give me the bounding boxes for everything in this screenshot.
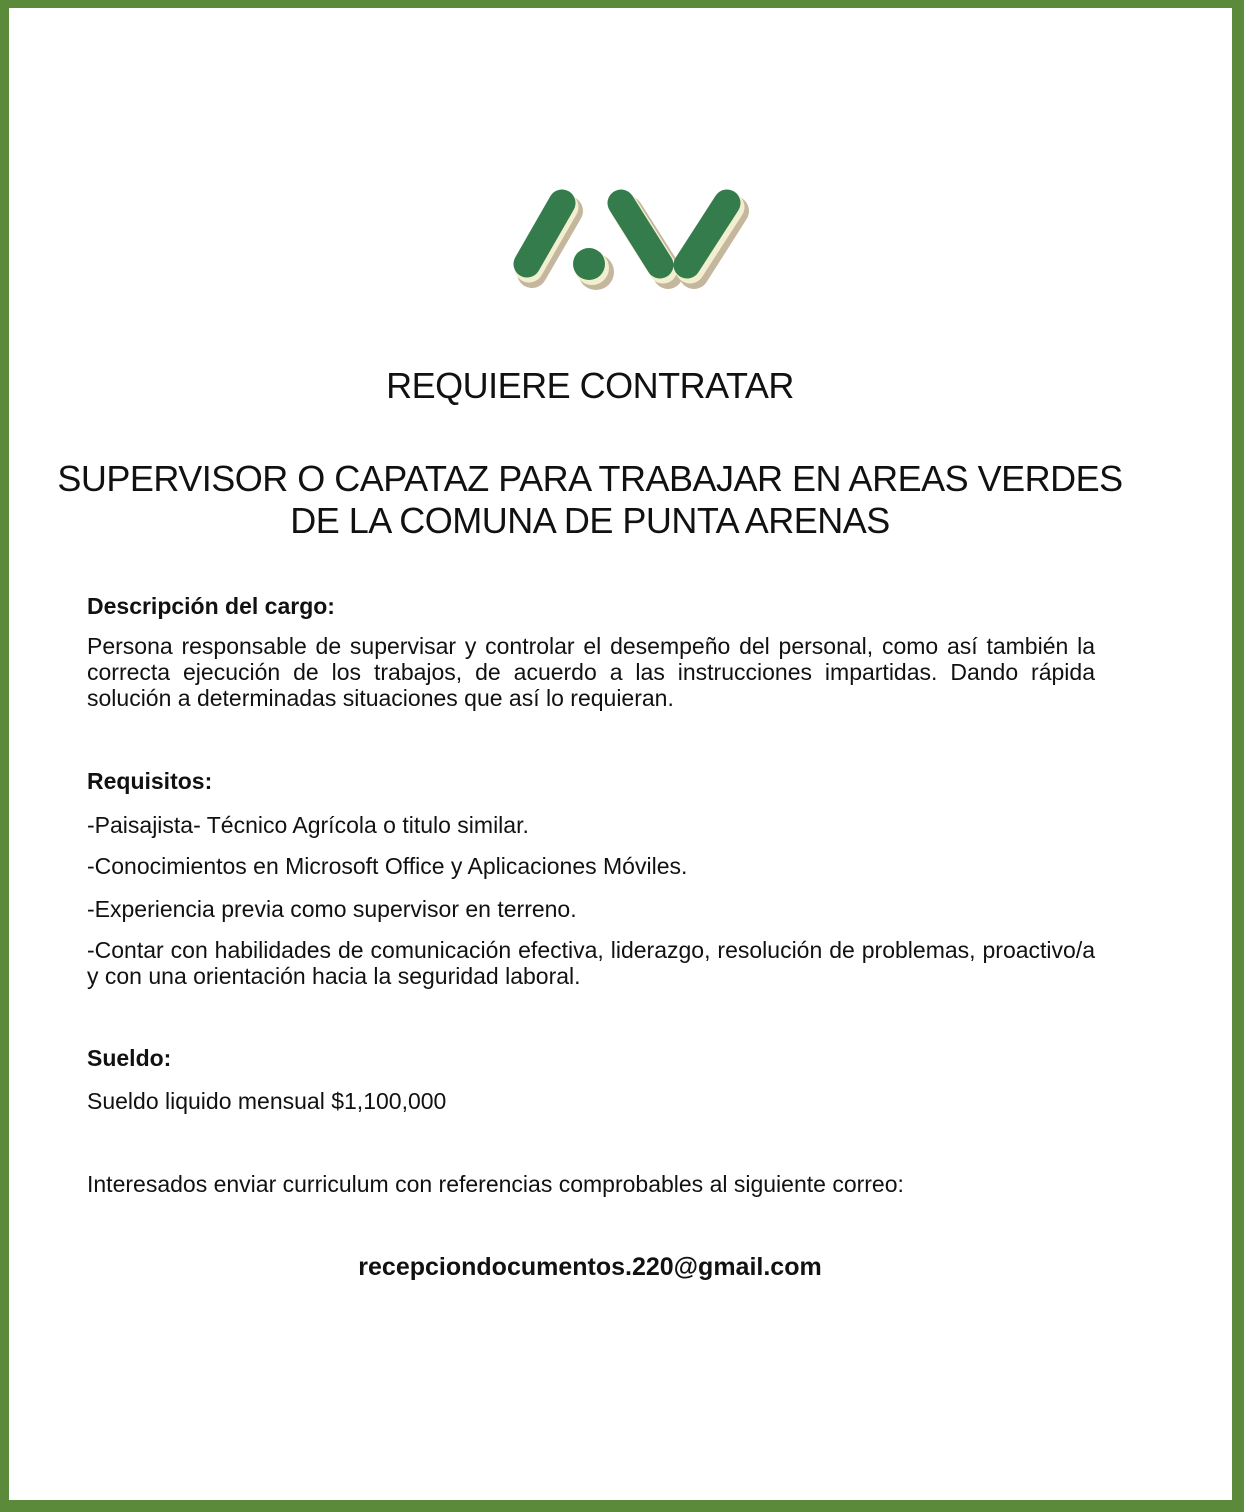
requirements-label: Requisitos:: [87, 768, 213, 794]
requirement-item: -Experiencia previa como supervisor en terreno.: [87, 896, 577, 922]
company-logo: [510, 182, 755, 306]
job-title-line-1: SUPERVISOR O CAPATAZ PARA TRABAJAR EN AREAS VERDES: [57, 458, 1123, 499]
requirement-item: -Paisajista- Técnico Agrícola o titulo similar.: [87, 812, 529, 838]
job-title-line-2: DE LA COMUNA DE PUNTA ARENAS: [290, 500, 890, 541]
requirement-item: -Contar con habilidades de comunicación efectiva, liderazgo, resolución de problemas, proactivo/a y con una orientación hacia la seguridad laboral.: [87, 937, 1095, 989]
contact-instructions: Interesados enviar curriculum con referencias comprobables al siguiente correo:: [87, 1171, 904, 1197]
salary-text: Sueldo liquido mensual $1,100,000: [87, 1088, 447, 1114]
description-text: Persona responsable de supervisar y controlar el desempeño del personal, como así también la correcta ejecución de los trabajos, de acuerdo a las instrucciones impartidas. Dando rápida solución a determinadas situaciones que así lo requieran.: [87, 633, 1095, 711]
requirement-item: -Conocimientos en Microsoft Office y Aplicaciones Móviles.: [87, 853, 688, 879]
job-title: [0, 458, 1180, 542]
contact-email[interactable]: recepciondocumentos.220@gmail.com: [358, 1253, 822, 1281]
salary-label: Sueldo:: [87, 1045, 172, 1071]
hiring-heading: REQUIERE CONTRATAR: [386, 365, 794, 406]
description-label: Descripción del cargo:: [87, 593, 335, 619]
